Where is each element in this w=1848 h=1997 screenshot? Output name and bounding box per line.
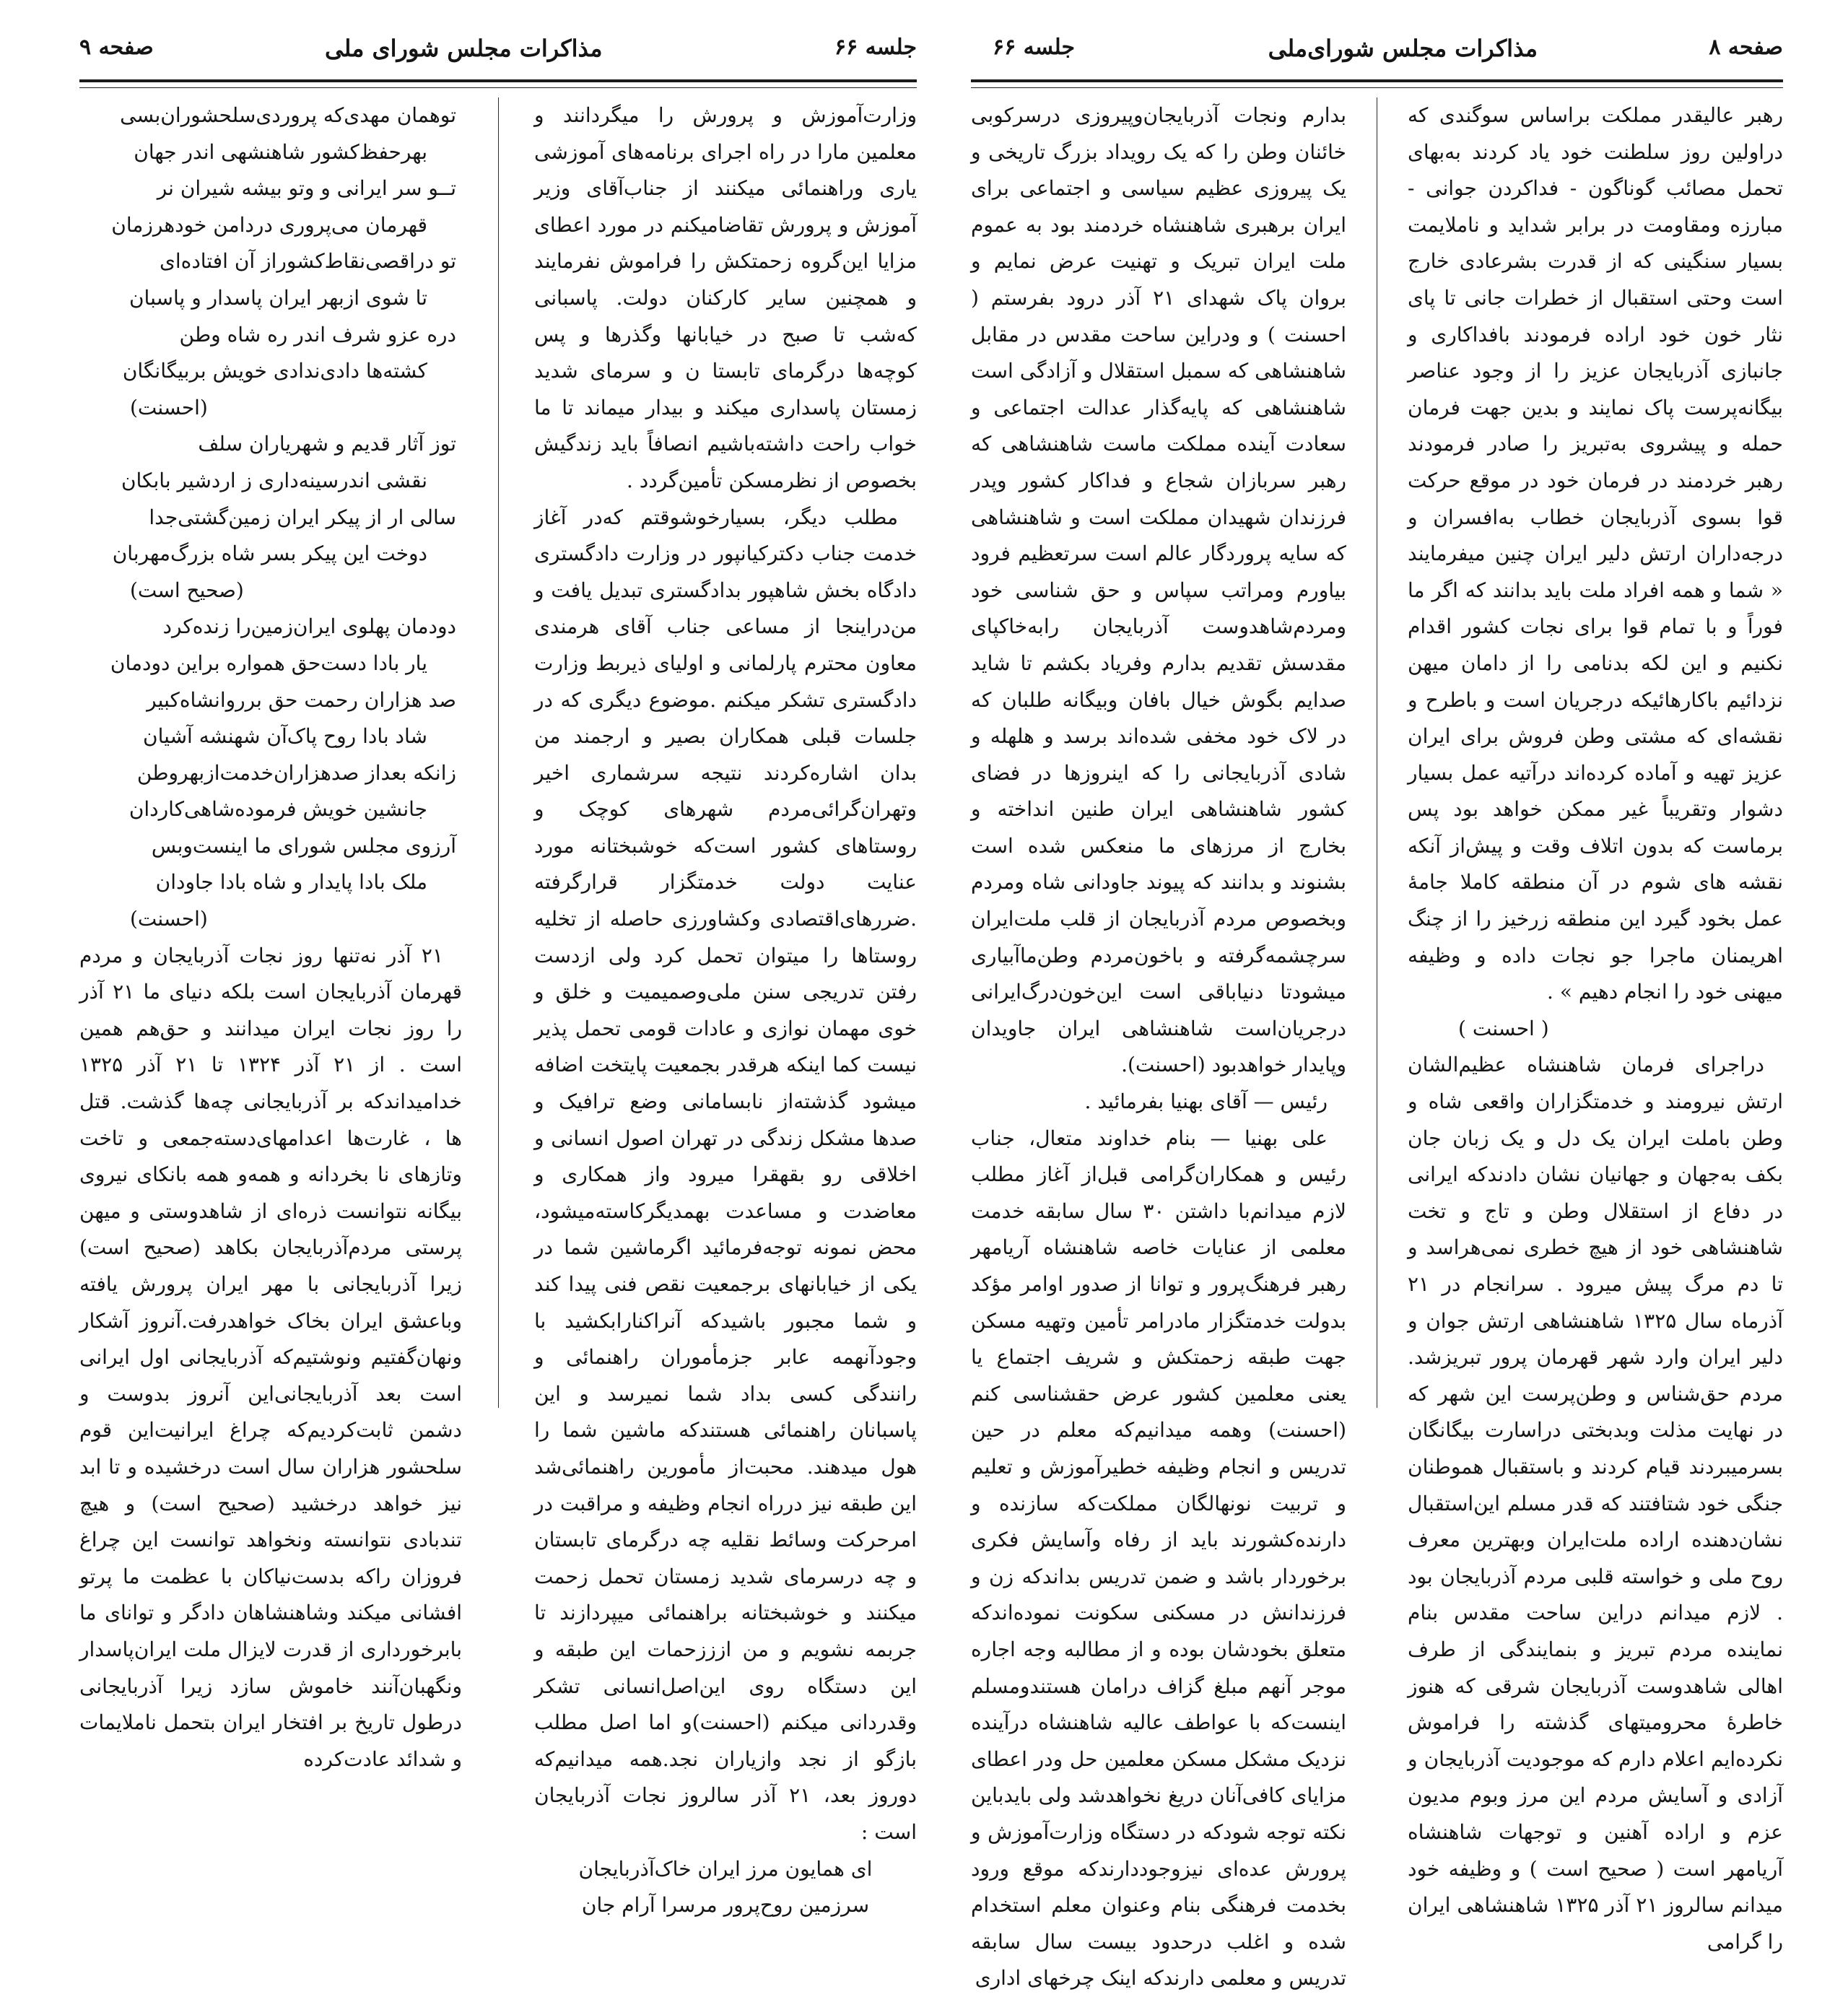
verse-line: سرزمین روح‌پرور مرسرا آرام جان: [581, 1893, 870, 1918]
page-number: صفحه ۸: [1709, 35, 1783, 60]
verse-line: صد هزاران رحمت حق برروانشاه‌کبیر: [147, 687, 456, 712]
speaker-paragraph: علی بهنیا — بنام خداوند متعال، جناب رئیس و همکاران‌گرامی قبل‌از آغاز مطلب لازم میدانم‌با داشتن ۳۰ سال سابقه خدمت معلمی از عنایات خاصه شاهنشاه آریامهر رهبر فرهنگ‌پرور و توانا از صدور اوامر مؤکد بدولت خدمتگزار مادرامر تأمین وتهیه مسکن جهت طبقه زحمتکش و شریف اجتماع یا یعنی معلمین کشور عرض حقشناسی کنم (احسنت) وهمه میدانیم‌که معلم در حین تدریس و انجام وظیفه خطیرآموزش و تعلیم و تربیت نونهالگان مملکت‌که سازنده و دارنده‌کشورند باید از رفاه وآسایش فکری برخوردار باشد و ضمن تدریس بداندکه زن و فرزندانش در مسکنی سکونت نموده‌اندکه متعلق بخودشان بوده و از مطالبه وجه اجاره موجر آنهم مبلغ گزاف درامان هستندو‌مسلم اینست‌که با عواطف عالیه شاهنشاه درآینده نزدیک مشکل مسکن معلمین حل ودر اعطای مزایای کافی‌آنان دریغ نخواهدشد ولی بایدباین نکته توجه شود‌که در دستگاه وزارت‌آموزش و پرورش عده‌ای نیزوجوددارندکه موقع ورود بخدمت فرهنگی بنام وعنوان معلم استخدام شده و اغلب درحدود بیست سال سابقه تدریس و معلمی دارندکه اینک چرخهای اداری: [971, 1126, 1346, 1991]
text-column-right: [534, 97, 918, 1918]
session-number: جلسه ۶۶: [834, 35, 917, 60]
session-number: جلسه ۶۶: [993, 35, 1076, 60]
verse-line: شاد بادا روح پاک‌آن شهنشه آشیان: [143, 724, 427, 749]
verse-line: زانکه بعداز صدهزاران‌خدمت‌ازبهروطن: [136, 760, 456, 785]
verse-line: ای همایون مرز ایران خاک‌آذربایجان: [578, 1856, 873, 1881]
page-8: [971, 29, 1783, 1991]
column-divider: [498, 97, 499, 1408]
paragraph: دراجرای فرمان شاهنشاه عظیم‌الشان ارتش نیرومند و خدمتگزاران واقعی شاه و وطن باملت ایران یک دل و یک زبان جان بکف به‌جهان و جهانیان نشان دادندکه ایرانی در دفاع از استقلال وطن و تاج و تخت شاهنشاهی خود از هیچ خطری نمی‌هراسد و تا دم مرگ پیش میرود . سرانجام در ۲۱ آذرماه سال ۱۳۲۵ شاهنشاهی ارتش جوان و دلیر ایران وارد شهر قهرمان پرور تبریزشد. مردم حق‌شناس و وطن‌پرست این شهر که در نهایت مذلت وبدبختی دراسارت بیگانگان بسرمیبردند قیام کردند و باستقبال هموطنان جنگی خود شتافتند که قدر مسلم این‌استقبال نشان‌دهنده اراده ملت‌ایران وبهترین معرف روح ملی و خواسته قلبی مردم آذربایجان بود . لازم میدانم دراین ساحت مقدس بنام نماینده مردم تبریز و بنمایندگی از طرف اهالی شاهدوست آذربایجان شرقی که هنوز خاطرهٔ محرومیتهای گذشته را فراموش نکرده‌ایم اعلام دارم که موجودیت آذربایجان و آزادی و آسایش مردم این مرز وبوم مدیون عزم و اراده آهنین و توجهات شاهنشاه آریامهر است ( صحیح است ) و وظیفه خود میدانم سالروز ۲۱ آذر ۱۳۲۵ شاهنشاهی ایران را گرامی: [1408, 1053, 1783, 1954]
paragraph: ۲۱ آذر نه‌تنها روز نجات آذربایجان و مردم قهرمان آذربایجان است بلکه دنیای ما ۲۱ آذر را روز نجات ایران میدانند و حق‌هم همین است . از ۲۱ آذر ۱۳۲۴ تا ۲۱ آذر ۱۳۲۵ خدامیداندکه بر آذربایجانی چه‌ها گذشت. قتل ها ، غارت‌ها اعدامهای‌دسته‌جمعی و تاخت وتازهای نا بخردانه و همه‌و همه بانکای نیروی بیگانه نتوانست ذره‌ای از شاهدوستی و میهن پرستی مردم‌آذربایجان بکاهد (صحیح است) زیرا آذربایجانی با مهر ایران پرورش یافته وباعشق ایران بخاک خواهدرفت.آنروز آشکار ونهان‌گفتیم ونوشتیم‌که آذربایجانی اول ایرانی است بعد آذربایجانی‌این آنروز بدوست و دشمن ثابت‌کردیم‌که چراغ ایرانیت‌این قوم سلحشور هزاران سال است درخشیده و تا ابد نیز خواهد درخشید (صحیح است) و هیچ تندبادی نتوانسته ونخواهد توانست این چراغ فروزان راکه بدست‌نیاکان با عظمت ما پرتو افشانی میکند وشاهنشاهان دادگر و توانای ما بابرخورداری از قدرت لایزال ملت ایران‌پاسدار ونگهبان‌آنند خاموش سازد زیرا آذربایجانی در‌طول تاریخ بر افتخار ایران بتحمل ناملایمات و شدائد عادت‌کرده: [79, 943, 463, 1771]
verse-line: بهرحفظ‌کشور شاهنشهی اندر جهان: [134, 139, 427, 164]
verse-line: تــو سر ایرانی و وتو بیشه شیران نر: [157, 176, 456, 201]
verse-line: تو‌همان مهدی‌که پروردی‌سلحشوران‌بسی: [120, 103, 456, 127]
interjection: (صحیح است): [130, 578, 244, 602]
journal-title: مذاکرات مجلس شورای ملی: [325, 35, 603, 62]
verse-line: تو دراقصی‌نقاط‌کشوراز آن افتاده‌ای: [159, 249, 456, 274]
text-column-left: [79, 97, 463, 1771]
paragraph: بدارم ونجات آذربایجان‌وپیروزی درسرکوبی خائنان وطن را که یک رویداد بزرگ تاریخی و یک پیروزی عظیم سیاسی و اجتماعی برای ایران برهبری شاهنشاه خردمند بود به عموم ملت ایران تبریک و تهنیت عرض نمایم و بروان پاک شهدای ۲۱ آذر درود بفرستم ( احسنت ) و ودراین ساحت مقدس در مقابل شاهنشاهی که سمبل استقلال و آزادگی است شاهنشاهی که پایه‌گذار عدالت اجتماعی و سعادت آینده مملکت ماست شاهنشاهی که رهبر سربازان شجاع و فداکار کشور وپدر فرزندان شهیدان مملکت است و شاهنشاهی که سایه پروردگار عالم است سرتعظیم فرود بیاورم ومراتب سپاس و حق شناسی خود ومردم‌شاهدوست آذربایجان رابه‌خاکپای مقدسش تقدیم بدارم وفریاد بکشم تا شاید صدایم بگوش خیال بافان وبیگانه طلبان که در لاک خود مخفی شده‌اند برسد و هلهله و شادی آذربایجانی را که اینروزها در فضای کشور شاهنشاهی ایران طنین انداخته و بخارج از مرزهای ما منعکس شده است بشنوند و بدانند که پیوند جاودانی شاه ومردم وبخصوص مردم آذربایجان از قلب ملت‌ایران سرچشمه‌گرفته و باخون‌مردم وطن‌ما‌آبیاری میشودتا دنیاباقی است این‌خون‌درگ‌ایرانی درجریان‌است شاهنشاهی ایران جاویدان وپایدار خواهدبود (احسنت).: [971, 103, 1346, 1077]
speaker-paragraph: رئیس — آقای بهنیا بفرمائید .: [1084, 1089, 1328, 1114]
header-rule: [971, 87, 1783, 88]
verse-line: دودمان پهلوی ایران‌زمین‌را زنده‌کرد: [162, 614, 456, 639]
text-column-left: [971, 97, 1346, 1991]
header-rule: [79, 87, 917, 88]
paragraph: رهبر عالیقدر مملکت براساس سوگندی که دراولین روز سلطنت خود یاد کردند به‌بهای تحمل مصائب گوناگون - فداکردن جوانی - مبارزه ومقاومت در برابر شداید و ناملایمت بسیار سنگینی که از قدرت بشرعادی خارج است وحتی استقبال از خطرات جانی تا پای نثار خون خود اراده فرمودند بافداکاری و جانبازی آذربایجان عزیز را از وجود عناصر بیگانه‌پرست پاک نمایند و بدین جهت فرمان حمله و پیشروی به‌تبریز را صادر فرمودند رهبر خردمند در فرمان خود در موقع حرکت قوا بسوی آذربایجان خطاب به‌افسران و درجه‌داران ارتش دلیر ایران چنین میفرمایند « شما و همه افراد ملت باید بدانند که اگر ما فوراً و با تمام قوا برای نجات کشور اقدام نکنیم و این لکه بدنامی را از دامان میهن نزدائیم باکارهائیکه درجریان است و باطرح و نقشه‌ای که مشتی وطن فروش برای ایران عزیز تهیه و آماده کرده‌اند درآتیه عمل بسیار دشوار وتقریباً غیر ممکن خواهد بود پس برماست که بدون اتلاف وقت و پیش‌از آنکه نقشه های شوم در آن منطقه کاملا جامهٔ عمل بخود گیرد این منطقه زرخیز را از چنگ اهریمنان ماجرا جو نجات داده و وظیفه میهنی خود را انجام دهیم » .: [1408, 103, 1783, 1004]
interjection: ( احسنت ): [1458, 1016, 1549, 1040]
journal-title: مذاکرات مجلس شورای‌ملی: [1268, 35, 1538, 62]
paragraph: وزارت‌آموزش و پرورش را میگردانند و معلمین مارا در راه اجرای برنامه‌های آموزشی یاری وراهنمائی میکنند از جناب‌آقای وزیر آموزش و پرورش تقاضامیکنم در مورد اعطای مزایا این‌گروه زحمتکش را فراموش نفرمایند و همچنین سایر کارکنان دولت. پاسبانی که‌شب تا صبح در خیابانها وگذرها و پس کوچه‌ها درگرمای تابستا ن و سرمای شدید زمستان پاسداری میکند و بیدار میماند تا ما خواب راحت داشته‌باشیم انصافاً باید زندگیش بخصوص از نظرمسکن تأمین‌گردد .: [534, 103, 917, 492]
text-column-right: [1408, 97, 1783, 1954]
interjection: (احسنت): [130, 395, 208, 419]
verse-line: تا شوی ازبهر ایران پاسدار و پاسبان: [128, 285, 427, 310]
verse-line: کشته‌ها دادی‌ندادی خویش بربیگانگان: [122, 359, 427, 383]
paragraph: مطلب دیگر، بسیارخوشوقتم که‌در آغاز خدمت جناب دکترکیانپور در وزارت دادگستری دادگاه بخش شاهپور بدادگستری تبدیل یافت و من‌دراینجا از مساعی جناب آقای هرمندی معاون محترم پارلمانی و اولیای ذیربط وزارت دادگستری تشکر میکنم .موضوع دیگری که در جلسات قبلی همکاران بصیر و ارجمند من بدان اشاره‌کردند نتیجه سرشماری اخیر وتهران‌گرائی‌مردم شهرهای کوچک و روستاهای کشور است‌که خوشبختانه مورد عنایت دولت خدمتگزار قرارگرفته .ضررهای‌اقتصادی وکشاورزی حاصله از تخلیه روستاها را میتوان تحمل کرد ولی ازدست رفتن تدریجی سنن ملی‌وصمیمیت و خلق و خوی مهمان نوازی و عادات قومی تحمل پذیر نیست کما اینکه هرقدر بجمعیت پایتخت اضافه میشود گذشته‌از نابسامانی وضع ترافیک و صدها مشکل زندگی در تهران اصول انسانی و اخلاقی رو بقهقرا میرود واز همکاری و معاضدت و مساعدت بهمدیگرکاسته‌میشود، محض نمونه توجه‌فرمائید اگرماشین شما در یکی از خیابانهای برجمعیت نقص فنی پیدا کند و شما مجبور باشیدکه آنراکنارابکشید با وجودآنهمه عابر جزمأموران راهنمائی و رانندگی کسی بداد شما نمیرسد و این پاسبانان راهنمائی هستندکه ماشین شما را هول میدهند. محبت‌از مأمورین راهنمائی‌شد این طبقه نیز درراه انجام وظیفه و مراقبت در امرحرکت وسائط نقلیه چه درگرمای تابستان و چه درسرمای شدید زمستان تحمل زحمت میکنند و خوشبختانه براهنمائی میپردازند تا جربمه نشویم و من ازززحمات این طبقه و این دستگاه روی این‌اصل‌انسانی تشکر وقدردانی میکنم (احسنت)و اما اصل مطلب بازگو از نجد وازیاران نجد.همه میدانیم‌که دوروز بعد، ۲۱ آذر سالروز نجات آذربایجان است :: [534, 505, 918, 1844]
verse-line: جانشین خویش فرموده‌شاهی‌کاردان: [128, 797, 427, 822]
verse-line: سالی ار از پیکر ایران زمین‌گشتی‌جدا: [149, 505, 456, 529]
verse-line: دره عزو شرف اندر ره شاه وطن: [179, 322, 456, 347]
page-header: [971, 29, 1783, 82]
verse-line: آرزوی مجلس شورای ما اینست‌وبس: [151, 833, 456, 858]
page-9: [79, 29, 918, 1918]
page-header: [79, 29, 917, 82]
interjection: (احسنت): [130, 907, 208, 931]
verse-line: دوخت این پیکر بسر شاه بزرگ‌مهربان: [112, 541, 427, 566]
page-number: صفحه ۹: [79, 35, 154, 60]
verse-line: قهرمان می‌پروری دردامن خودهرزمان: [111, 212, 427, 237]
verse-line: توز آثار قدیم و شهریاران سلف: [198, 432, 456, 456]
verse-line: نقشی اندرسینه‌داری ز اردشیر بابکان: [121, 468, 427, 492]
verse-line: یار بادا دست‌حق همواره براین دودمان: [110, 651, 427, 675]
verse-line: ملک بادا پایدار و شاه بادا جاودان: [155, 870, 427, 895]
